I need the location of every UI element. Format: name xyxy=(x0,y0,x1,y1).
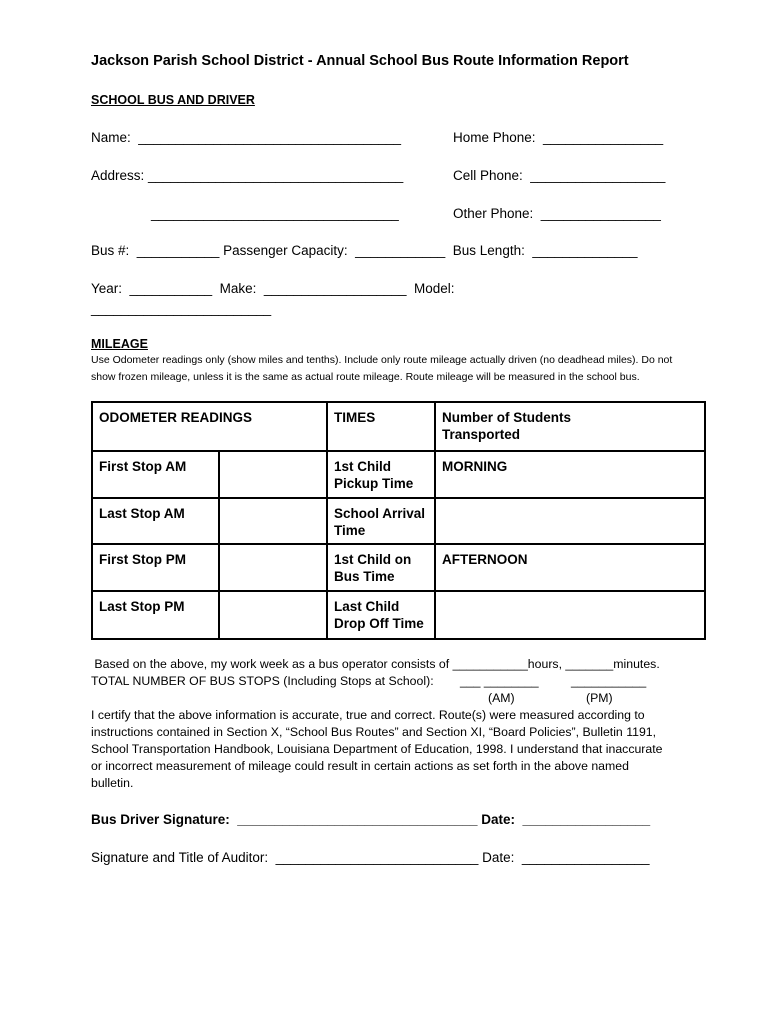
odometer-label: First Stop AM xyxy=(92,451,219,498)
auditor-signature-line[interactable]: Signature and Title of Auditor: ___________________________ Date: _________________ xyxy=(91,850,650,865)
table-header-row xyxy=(92,402,705,451)
odometer-value-cell[interactable] xyxy=(219,591,327,639)
certification-statement: I certify that the above information is accurate, true and correct. Route(s) were measured according to instructions contained in Section X, “School Bus Routes” and Section XI, “Board Policies”, Bulletin 1191, School Transportation Handbook, Louisiana Department of Education, 1998. I understand that inaccurate or incorrect measurement of mileage could result in certain actions as set forth in the above named bulletin. xyxy=(91,708,663,790)
table-row xyxy=(92,498,705,544)
section-heading-bus-driver: SCHOOL BUS AND DRIVER xyxy=(91,93,255,107)
cell-phone-field[interactable]: Cell Phone: __________________ xyxy=(453,168,666,183)
odometer-label: First Stop PM xyxy=(92,544,219,591)
driver-signature-line[interactable]: Bus Driver Signature: ________________________________ Date: _________________ xyxy=(91,812,651,827)
am-label: (AM) xyxy=(488,691,515,705)
address-line-2-field[interactable]: _________________________________ xyxy=(151,206,399,221)
address-field[interactable]: Address: __________________________________ xyxy=(91,168,404,183)
students-morning-label: MORNING xyxy=(435,451,705,498)
model-field[interactable]: ________________________ xyxy=(91,301,272,316)
time-label: School Arrival Time xyxy=(327,498,435,544)
bus-details-line[interactable]: Bus #: ___________ Passenger Capacity: ____________ Bus Length: ______________ xyxy=(91,243,638,258)
time-label: Last Child Drop Off Time xyxy=(327,591,435,639)
name-field[interactable]: Name: ___________________________________ xyxy=(91,130,402,145)
pm-label: (PM) xyxy=(586,691,613,705)
header-students: Number of Students Transported xyxy=(435,402,705,451)
home-phone-field[interactable]: Home Phone: ________________ xyxy=(453,130,664,145)
work-week-line[interactable]: Based on the above, my work week as a bus operator consists of ___________hours, _______minutes. xyxy=(91,657,660,671)
odometer-label: Last Stop AM xyxy=(92,498,219,544)
mileage-instructions: Use Odometer readings only (show miles and tenths). Include only route mileage actually driven (no deadhead miles). Do not show frozen mileage, unless it is the same as actual route mileage. Route mileage will be measured in the school bus. xyxy=(91,354,673,383)
header-times: TIMES xyxy=(327,402,435,451)
students-afternoon-cell[interactable] xyxy=(435,591,705,639)
document-title: Jackson Parish School District - Annual School Bus Route Information Report xyxy=(91,53,629,69)
year-make-model-line[interactable]: Year: ___________ Make: ___________________ Model: xyxy=(91,281,455,296)
students-afternoon-label: AFTERNOON xyxy=(435,544,705,591)
time-label: 1st Child Pickup Time xyxy=(327,451,435,498)
table-row xyxy=(92,451,705,498)
odometer-value-cell[interactable] xyxy=(219,451,327,498)
odometer-label: Last Stop PM xyxy=(92,591,219,639)
other-phone-field[interactable]: Other Phone: ________________ xyxy=(453,206,661,221)
am-stops-field[interactable]: ___ ________ xyxy=(460,674,539,688)
odometer-value-cell[interactable] xyxy=(219,498,327,544)
table-row xyxy=(92,544,705,591)
mileage-table xyxy=(91,401,706,640)
table-row xyxy=(92,591,705,639)
odometer-value-cell[interactable] xyxy=(219,544,327,591)
pm-stops-field[interactable]: ___________ xyxy=(571,674,647,688)
total-bus-stops-label: TOTAL NUMBER OF BUS STOPS (Including Stops at School): xyxy=(91,674,434,688)
students-morning-cell[interactable] xyxy=(435,498,705,544)
time-label: 1st Child on Bus Time xyxy=(327,544,435,591)
section-heading-mileage: MILEAGE xyxy=(91,337,148,351)
header-odometer: ODOMETER READINGS xyxy=(92,402,327,451)
